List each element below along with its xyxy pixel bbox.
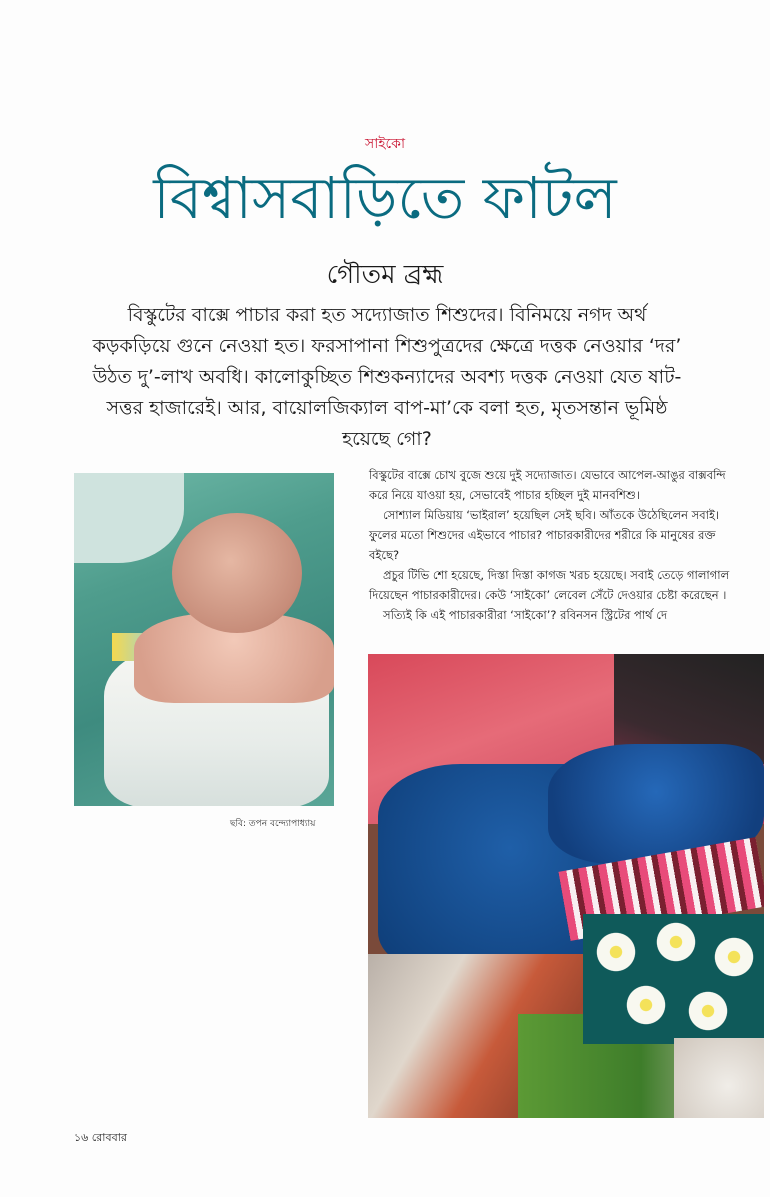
flower-pattern [593, 929, 639, 975]
photo-credit: ছবি: তপন বন্দ্যোপাধ্যায় [230, 819, 316, 829]
flower-pattern [623, 982, 669, 1028]
photo-cloth-background [74, 473, 184, 563]
body-paragraph: প্রচুর টিভি শো হয়েছে, দিস্তা দিস্তা কাগজ খরচ হয়েছে। সবাই তেড়ে গালাগাল দিয়েছেন পাচারকারীদের। কেউ ‘সাইকো’ লেবেল সেঁটে দেওয়ার চেষ্টা করেছেন । [369, 568, 730, 602]
body-paragraph: সত্যিই কি এই পাচারকারীরা ‘সাইকো’? রবিনসন স্ট্রিটের পার্থ দে [383, 608, 667, 622]
article-headline: বিশ্বাসবাড়িতে ফাটল [153, 164, 617, 232]
newborn-baby-photo [74, 473, 334, 806]
body-paragraph: সোশ্যাল মিডিয়ায় ‘ভাইরাল’ হয়েছিল সেই ছবি। আঁতকে উঠেছিলেন সবাই। ফুলের মতো শিশুদের এইভাবে পাচার? পাচারকারীদের শরীরে কি মানুষের রক্ত বইছে? [369, 508, 720, 562]
photo-light-cloth [674, 1038, 764, 1118]
photo-floral-cloth [583, 914, 764, 1044]
article-body [369, 465, 741, 625]
flower-pattern [653, 919, 699, 965]
page-folio: ১৬ রোববার [74, 1131, 127, 1144]
flower-pattern [711, 934, 757, 980]
blanket-photo [368, 654, 764, 1118]
body-paragraph: বিস্কুটের বাক্সে চোখ বুজে শুয়ে দুই সদ্যোজাত। যেভাবে আপেল-আঙুর বাক্সবন্দি করে নিয়ে যাওয়া হয়, সেভাবেই পাচার হচ্ছিল দুই মানবশিশু। [369, 468, 726, 502]
article-lead: বিস্কুটের বাক্সে পাচার করা হত সদ্যোজাত শিশুদের। বিনিময়ে নগদ অর্থ কড়কড়িয়ে গুনে নেওয়া হত। ফরসাপানা শিশুপুত্রদের ক্ষেত্রে দত্তক নেওয়ার ‘দর’ উঠত দু’-লাখ অবধি। কালোকুচ্ছিত শিশুকন্যাদের অবশ্য দত্তক নেওয়া যেত ষাট-সত্তর হাজারেই। আর, বায়োলজিক্যাল বাপ-মা’কে বলা হত, মৃতসন্তান ভূমিষ্ঠ হয়েছে গো? [92, 304, 682, 450]
flower-pattern [685, 988, 731, 1034]
section-kicker: সাইকো [364, 136, 406, 152]
author-byline: গৌতম ব্রহ্ম [326, 260, 444, 290]
photo-baby-head [172, 513, 302, 633]
